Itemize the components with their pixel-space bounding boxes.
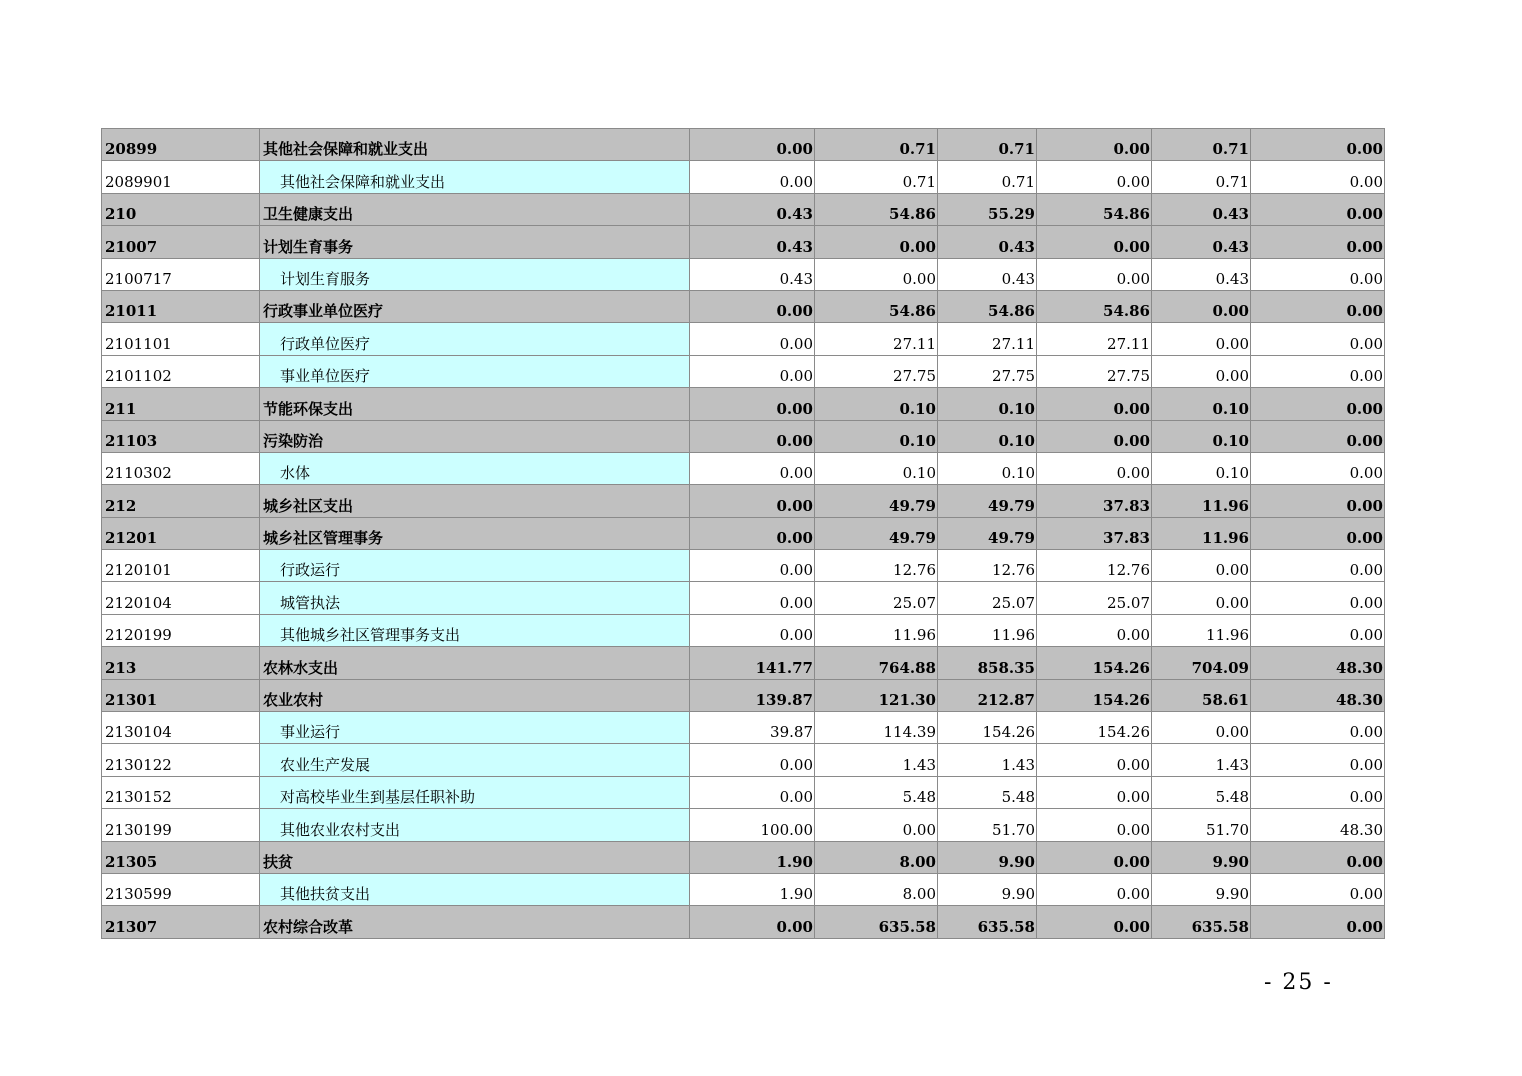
value-cell-4: 27.11	[1037, 323, 1152, 355]
value-cell-1: 0.00	[690, 323, 815, 355]
value-cell-3: 11.96	[938, 614, 1037, 646]
value-cell-6: 0.00	[1251, 290, 1385, 322]
account-name-cell: 扶贫	[260, 841, 690, 873]
value-cell-1: 139.87	[690, 679, 815, 711]
account-name-cell: 其他扶贫支出	[260, 873, 690, 905]
table-body	[102, 129, 1385, 939]
value-cell-4: 0.00	[1037, 420, 1152, 452]
value-cell-3: 0.71	[938, 129, 1037, 161]
value-cell-6: 0.00	[1251, 776, 1385, 808]
detail-row	[102, 550, 1385, 582]
value-cell-2: 27.11	[815, 323, 938, 355]
value-cell-6: 0.00	[1251, 226, 1385, 258]
value-cell-6: 0.00	[1251, 582, 1385, 614]
value-cell-6: 0.00	[1251, 161, 1385, 193]
value-cell-5: 51.70	[1152, 809, 1251, 841]
value-cell-6: 48.30	[1251, 679, 1385, 711]
value-cell-4: 0.00	[1037, 776, 1152, 808]
value-cell-6: 0.00	[1251, 129, 1385, 161]
value-cell-1: 1.90	[690, 841, 815, 873]
account-name-cell: 其他农业农村支出	[260, 809, 690, 841]
value-cell-2: 49.79	[815, 485, 938, 517]
value-cell-4: 154.26	[1037, 679, 1152, 711]
account-code-cell: 2110302	[102, 452, 260, 484]
account-name-cell: 城管执法	[260, 582, 690, 614]
summary-row	[102, 290, 1385, 322]
detail-row	[102, 452, 1385, 484]
value-cell-4: 0.00	[1037, 744, 1152, 776]
value-cell-5: 11.96	[1152, 517, 1251, 549]
detail-row	[102, 258, 1385, 290]
account-name-cell: 对高校毕业生到基层任职补助	[260, 776, 690, 808]
value-cell-2: 0.71	[815, 161, 938, 193]
summary-row	[102, 647, 1385, 679]
value-cell-3: 9.90	[938, 841, 1037, 873]
value-cell-2: 54.86	[815, 193, 938, 225]
value-cell-4: 0.00	[1037, 906, 1152, 938]
account-name-cell: 水体	[260, 452, 690, 484]
detail-row	[102, 776, 1385, 808]
account-name-cell: 事业单位医疗	[260, 355, 690, 387]
value-cell-2: 635.58	[815, 906, 938, 938]
summary-row	[102, 129, 1385, 161]
value-cell-2: 5.48	[815, 776, 938, 808]
value-cell-4: 12.76	[1037, 550, 1152, 582]
account-name-cell: 节能环保支出	[260, 388, 690, 420]
account-name-cell: 其他社会保障和就业支出	[260, 161, 690, 193]
value-cell-6: 0.00	[1251, 485, 1385, 517]
value-cell-4: 0.00	[1037, 129, 1152, 161]
summary-row	[102, 420, 1385, 452]
value-cell-1: 0.00	[690, 614, 815, 646]
value-cell-5: 11.96	[1152, 485, 1251, 517]
account-code-cell: 21103	[102, 420, 260, 452]
value-cell-2: 54.86	[815, 290, 938, 322]
value-cell-5: 5.48	[1152, 776, 1251, 808]
account-code-cell: 21011	[102, 290, 260, 322]
value-cell-5: 0.43	[1152, 193, 1251, 225]
value-cell-2: 1.43	[815, 744, 938, 776]
account-code-cell: 2100717	[102, 258, 260, 290]
page-number: - 25 -	[1264, 970, 1333, 995]
value-cell-3: 54.86	[938, 290, 1037, 322]
value-cell-6: 0.00	[1251, 388, 1385, 420]
value-cell-3: 27.75	[938, 355, 1037, 387]
detail-row	[102, 744, 1385, 776]
value-cell-6: 0.00	[1251, 452, 1385, 484]
value-cell-6: 0.00	[1251, 323, 1385, 355]
value-cell-6: 0.00	[1251, 744, 1385, 776]
value-cell-4: 37.83	[1037, 517, 1152, 549]
value-cell-1: 0.00	[690, 744, 815, 776]
value-cell-6: 0.00	[1251, 841, 1385, 873]
account-code-cell: 2130152	[102, 776, 260, 808]
value-cell-3: 51.70	[938, 809, 1037, 841]
value-cell-3: 55.29	[938, 193, 1037, 225]
account-code-cell: 21301	[102, 679, 260, 711]
value-cell-1: 0.00	[690, 776, 815, 808]
summary-row	[102, 906, 1385, 938]
value-cell-6: 48.30	[1251, 647, 1385, 679]
value-cell-2: 121.30	[815, 679, 938, 711]
account-code-cell: 21305	[102, 841, 260, 873]
value-cell-4: 154.26	[1037, 712, 1152, 744]
value-cell-1: 1.90	[690, 873, 815, 905]
value-cell-6: 0.00	[1251, 614, 1385, 646]
value-cell-3: 0.43	[938, 226, 1037, 258]
value-cell-2: 0.71	[815, 129, 938, 161]
value-cell-2: 49.79	[815, 517, 938, 549]
budget-expenditure-table	[101, 128, 1385, 939]
value-cell-4: 25.07	[1037, 582, 1152, 614]
value-cell-3: 858.35	[938, 647, 1037, 679]
value-cell-5: 0.00	[1152, 323, 1251, 355]
account-code-cell: 20899	[102, 129, 260, 161]
value-cell-6: 0.00	[1251, 873, 1385, 905]
account-name-cell: 卫生健康支出	[260, 193, 690, 225]
account-code-cell: 2130599	[102, 873, 260, 905]
value-cell-1: 141.77	[690, 647, 815, 679]
value-cell-2: 8.00	[815, 873, 938, 905]
value-cell-5: 9.90	[1152, 873, 1251, 905]
account-name-cell: 事业运行	[260, 712, 690, 744]
detail-row	[102, 582, 1385, 614]
value-cell-3: 0.10	[938, 420, 1037, 452]
account-name-cell: 农村综合改革	[260, 906, 690, 938]
account-code-cell: 212	[102, 485, 260, 517]
detail-row	[102, 323, 1385, 355]
value-cell-2: 0.00	[815, 809, 938, 841]
account-name-cell: 其他城乡社区管理事务支出	[260, 614, 690, 646]
value-cell-1: 0.00	[690, 517, 815, 549]
value-cell-5: 9.90	[1152, 841, 1251, 873]
value-cell-3: 212.87	[938, 679, 1037, 711]
value-cell-4: 0.00	[1037, 161, 1152, 193]
account-name-cell: 行政运行	[260, 550, 690, 582]
account-code-cell: 2130104	[102, 712, 260, 744]
summary-row	[102, 226, 1385, 258]
account-code-cell: 21307	[102, 906, 260, 938]
account-name-cell: 城乡社区管理事务	[260, 517, 690, 549]
detail-row	[102, 614, 1385, 646]
summary-row	[102, 388, 1385, 420]
value-cell-4: 0.00	[1037, 452, 1152, 484]
summary-row	[102, 841, 1385, 873]
value-cell-1: 0.00	[690, 161, 815, 193]
account-code-cell: 2120199	[102, 614, 260, 646]
value-cell-2: 11.96	[815, 614, 938, 646]
account-name-cell: 城乡社区支出	[260, 485, 690, 517]
value-cell-2: 0.10	[815, 388, 938, 420]
account-code-cell: 2101101	[102, 323, 260, 355]
account-code-cell: 2089901	[102, 161, 260, 193]
value-cell-5: 0.00	[1152, 712, 1251, 744]
account-code-cell: 210	[102, 193, 260, 225]
value-cell-4: 27.75	[1037, 355, 1152, 387]
value-cell-3: 5.48	[938, 776, 1037, 808]
value-cell-2: 25.07	[815, 582, 938, 614]
value-cell-4: 0.00	[1037, 841, 1152, 873]
value-cell-4: 154.26	[1037, 647, 1152, 679]
value-cell-4: 0.00	[1037, 258, 1152, 290]
detail-row	[102, 161, 1385, 193]
value-cell-3: 25.07	[938, 582, 1037, 614]
account-code-cell: 211	[102, 388, 260, 420]
value-cell-5: 11.96	[1152, 614, 1251, 646]
value-cell-4: 0.00	[1037, 614, 1152, 646]
value-cell-2: 12.76	[815, 550, 938, 582]
account-name-cell: 污染防治	[260, 420, 690, 452]
value-cell-3: 154.26	[938, 712, 1037, 744]
account-name-cell: 农林水支出	[260, 647, 690, 679]
value-cell-4: 54.86	[1037, 193, 1152, 225]
value-cell-1: 0.00	[690, 582, 815, 614]
value-cell-3: 0.10	[938, 388, 1037, 420]
value-cell-3: 0.10	[938, 452, 1037, 484]
value-cell-1: 0.00	[690, 550, 815, 582]
value-cell-6: 0.00	[1251, 355, 1385, 387]
detail-row	[102, 355, 1385, 387]
detail-row	[102, 809, 1385, 841]
value-cell-3: 635.58	[938, 906, 1037, 938]
value-cell-1: 0.00	[690, 355, 815, 387]
summary-row	[102, 679, 1385, 711]
summary-row	[102, 485, 1385, 517]
summary-row	[102, 517, 1385, 549]
account-code-cell: 2120104	[102, 582, 260, 614]
value-cell-6: 0.00	[1251, 420, 1385, 452]
value-cell-1: 0.43	[690, 193, 815, 225]
account-code-cell: 2101102	[102, 355, 260, 387]
value-cell-2: 0.10	[815, 420, 938, 452]
value-cell-3: 49.79	[938, 517, 1037, 549]
value-cell-3: 1.43	[938, 744, 1037, 776]
value-cell-1: 0.00	[690, 129, 815, 161]
value-cell-4: 0.00	[1037, 873, 1152, 905]
value-cell-5: 635.58	[1152, 906, 1251, 938]
account-name-cell: 行政单位医疗	[260, 323, 690, 355]
account-name-cell: 计划生育事务	[260, 226, 690, 258]
value-cell-1: 0.00	[690, 485, 815, 517]
value-cell-6: 48.30	[1251, 809, 1385, 841]
value-cell-4: 0.00	[1037, 388, 1152, 420]
value-cell-2: 0.00	[815, 258, 938, 290]
value-cell-3: 0.43	[938, 258, 1037, 290]
value-cell-2: 8.00	[815, 841, 938, 873]
value-cell-6: 0.00	[1251, 906, 1385, 938]
value-cell-5: 0.10	[1152, 452, 1251, 484]
value-cell-2: 114.39	[815, 712, 938, 744]
account-name-cell: 计划生育服务	[260, 258, 690, 290]
value-cell-5: 0.00	[1152, 355, 1251, 387]
account-code-cell: 21201	[102, 517, 260, 549]
value-cell-2: 27.75	[815, 355, 938, 387]
value-cell-6: 0.00	[1251, 193, 1385, 225]
value-cell-3: 49.79	[938, 485, 1037, 517]
value-cell-2: 764.88	[815, 647, 938, 679]
value-cell-3: 0.71	[938, 161, 1037, 193]
detail-row	[102, 873, 1385, 905]
value-cell-5: 0.43	[1152, 226, 1251, 258]
value-cell-1: 0.00	[690, 452, 815, 484]
value-cell-5: 0.10	[1152, 420, 1251, 452]
account-code-cell: 2120101	[102, 550, 260, 582]
value-cell-6: 0.00	[1251, 550, 1385, 582]
value-cell-1: 0.00	[690, 290, 815, 322]
value-cell-6: 0.00	[1251, 712, 1385, 744]
account-name-cell: 农业生产发展	[260, 744, 690, 776]
value-cell-5: 704.09	[1152, 647, 1251, 679]
value-cell-1: 100.00	[690, 809, 815, 841]
value-cell-2: 0.10	[815, 452, 938, 484]
summary-row	[102, 193, 1385, 225]
value-cell-5: 0.71	[1152, 129, 1251, 161]
account-code-cell: 2130199	[102, 809, 260, 841]
value-cell-5: 0.71	[1152, 161, 1251, 193]
value-cell-6: 0.00	[1251, 517, 1385, 549]
value-cell-5: 0.10	[1152, 388, 1251, 420]
value-cell-5: 0.43	[1152, 258, 1251, 290]
value-cell-5: 0.00	[1152, 582, 1251, 614]
value-cell-2: 0.00	[815, 226, 938, 258]
value-cell-3: 27.11	[938, 323, 1037, 355]
account-code-cell: 213	[102, 647, 260, 679]
account-name-cell: 其他社会保障和就业支出	[260, 129, 690, 161]
value-cell-4: 0.00	[1037, 809, 1152, 841]
value-cell-4: 0.00	[1037, 226, 1152, 258]
value-cell-4: 54.86	[1037, 290, 1152, 322]
account-name-cell: 行政事业单位医疗	[260, 290, 690, 322]
value-cell-6: 0.00	[1251, 258, 1385, 290]
value-cell-5: 1.43	[1152, 744, 1251, 776]
value-cell-1: 0.43	[690, 226, 815, 258]
account-code-cell: 21007	[102, 226, 260, 258]
value-cell-5: 58.61	[1152, 679, 1251, 711]
value-cell-5: 0.00	[1152, 550, 1251, 582]
value-cell-5: 0.00	[1152, 290, 1251, 322]
value-cell-4: 37.83	[1037, 485, 1152, 517]
detail-row	[102, 712, 1385, 744]
value-cell-1: 39.87	[690, 712, 815, 744]
value-cell-1: 0.00	[690, 388, 815, 420]
account-name-cell: 农业农村	[260, 679, 690, 711]
account-code-cell: 2130122	[102, 744, 260, 776]
value-cell-3: 12.76	[938, 550, 1037, 582]
value-cell-1: 0.00	[690, 906, 815, 938]
value-cell-1: 0.00	[690, 420, 815, 452]
value-cell-3: 9.90	[938, 873, 1037, 905]
value-cell-1: 0.43	[690, 258, 815, 290]
